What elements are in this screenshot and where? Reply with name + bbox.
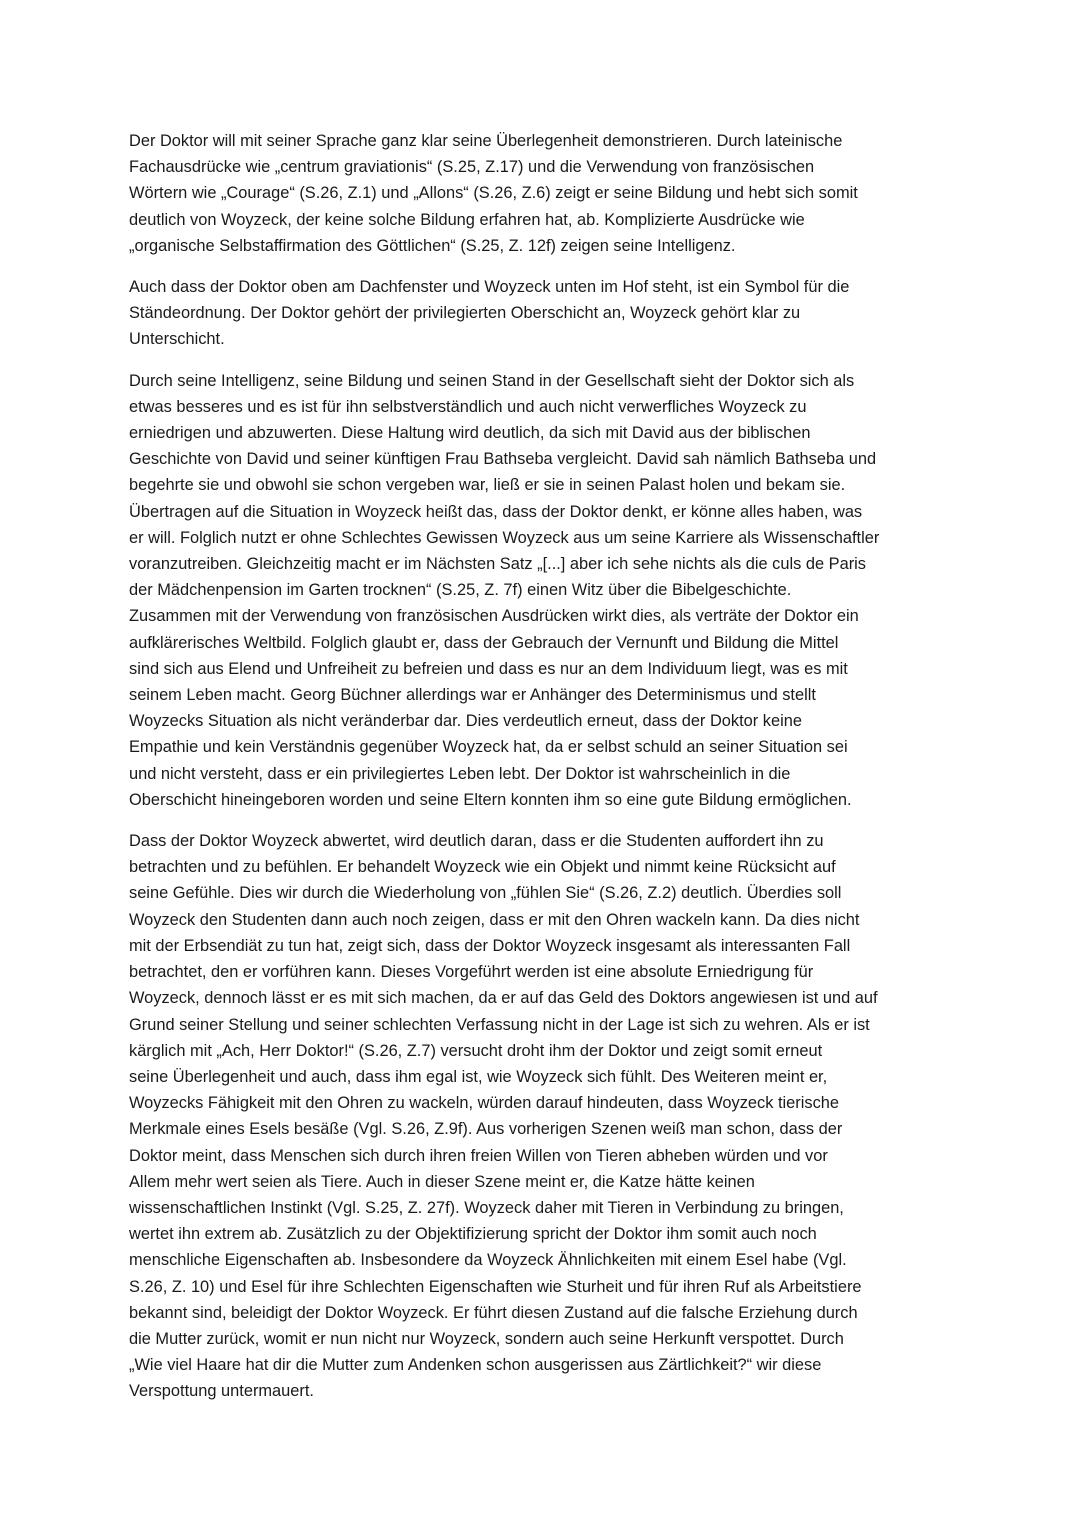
paragraph-degradation: Dass der Doktor Woyzeck abwertet, wird deutlich daran, dass er die Studenten auffordert ihn zu betrachten und zu befühlen. Er behandelt Woyzeck wie ein Objekt und nimmt keine Rücksicht auf seine Gefühle. Dies wir durch die Wiederholung von „fühlen Sie“ (S.26, Z.2) deutlich. Überdies soll Woyzeck den Studenten dann auch noch zeigen, dass er mit den Ohren wackeln kann. Da dies nicht mit der Erbsendiät zu tun hat, zeigt sich, dass der Doktor Woyzeck insgesamt als interessanten Fall betrachtet, den er vorführen kann. Dieses Vorgeführt werden ist eine absolute Erniedrigung für Woyzeck, dennoch lässt er es mit sich machen, da er auf das Geld des Doktors angewiesen ist und auf Grund seiner Stellung und seiner schlechten Verfassung nicht in der Lage ist sich zu wehren. Als er ist kärglich mit „Ach, Herr Doktor!“ (S.26, Z.7) versucht droht ihm der Doktor und zeigt somit erneut seine Überlegenheit und auch, dass ihm egal ist, wie Woyzeck sich fühlt. Des Weiteren meint er, Woyzecks Fähigkeit mit den Ohren zu wackeln, würden darauf hindeuten, dass Woyzeck tierische Merkmale eines Esels besäße (Vgl. S.26, Z.9f). Aus vorherigen Szenen weiß man schon, dass der Doktor meint, dass Menschen sich durch ihren freien Willen von Tieren abheben würden und vor Allem mehr wert seien als Tiere. Auch in dieser Szene meint er, die Katze hätte keinen wissenschaftlichen Instinkt (Vgl. S.25, Z. 27f). Woyzeck daher mit Tieren in Verbindung zu bringen, wertet ihn extrem ab. Zusätzlich zu der Objektifizierung spricht der Doktor ihm somit auch noch menschliche Eigenschaften ab. Insbesondere da Woyzeck Ähnlichkeiten mit einem Esel habe (Vgl. S.26, Z. 10) und Esel für ihre Schlechten Eigenschaften wie Sturheit und für ihren Ruf als Arbeitstiere bekannt sind, beleidigt der Doktor Woyzeck. Er führt diesen Zustand auf die falsche Erziehung durch die Mutter zurück, womit er nun nicht nur Woyzeck, sondern auch seine Herkunft verspottet. Durch „Wie viel Haare hat dir die Mutter zum Andenken schon ausgerissen aus Zärtlichkeit?“ wir diese Verspottung untermauert. — [129, 832, 878, 1401]
paragraph-social-order: Auch dass der Doktor oben am Dachfenster und Woyzeck unten im Hof steht, ist ein Symbol für die Ständeordnung. Der Doktor gehört der privilegierten Oberschicht an, Woyzeck gehört klar zu Unterschicht. — [129, 278, 850, 349]
paragraph-language: Der Doktor will mit seiner Sprache ganz klar seine Überlegenheit demonstrieren. Durch lateinische Fachausdrücke wie „centrum graviationis“ (S.25, Z.17) und die Verwendung von französischen Wörtern wie „Courage“ (S.26, Z.1) und „Allons“ (S.26, Z.6) zeigt er seine Bildung und hebt sich somit deutlich von Woyzeck, der keine solche Bildung erfahren hat, ab. Komplizierte Ausdrücke wie „organische Selbstaffirmation des Göttlichen“ (S.25, Z. 12f) zeigen seine Intelligenz. — [129, 132, 858, 255]
document-page — [129, 128, 955, 1420]
paragraph-attitude: Durch seine Intelligenz, seine Bildung und seinen Stand in der Gesellschaft sieht der Doktor sich als etwas besseres und es ist für ihn selbstverständlich und auch nicht verwerfliches Woyzeck zu erniedrigen und abzuwerten. Diese Haltung wird deutlich, da sich mit David aus der biblischen Geschichte von David und seiner künftigen Frau Bathseba vergleicht. David sah nämlich Bathseba und begehrte sie und obwohl sie schon vergeben war, ließ er sie in seinen Palast holen und bekam sie. Übertragen auf die Situation in Woyzeck heißt das, dass der Doktor denkt, er könne alles haben, was er will. Folglich nutzt er ohne Schlechtes Gewissen Woyzeck aus um seine Karriere als Wissenschaftler voranzutreiben. Gleichzeitig macht er im Nächsten Satz „[...] aber ich sehe nichts als die culs de Paris der Mädchenpension im Garten trocknen“ (S.25, Z. 7f) einen Witz über die Bibelgeschichte. Zusammen mit der Verwendung von französischen Ausdrücken wirkt dies, als verträte der Doktor ein aufklärerisches Weltbild. Folglich glaubt er, dass der Gebrauch der Vernunft und Bildung die Mittel sind sich aus Elend und Unfreiheit zu befreien und dass es nur an dem Individuum liegt, was es mit seinem Leben macht. Georg Büchner allerdings war er Anhänger des Determinismus und stellt Woyzecks Situation als nicht veränderbar dar. Dies verdeutlich erneut, dass der Doktor keine Empathie und kein Verständnis gegenüber Woyzeck hat, da er selbst schuld an seiner Situation sei und nicht versteht, dass er ein privilegiertes Leben lebt. Der Doktor ist wahrscheinlich in die Oberschicht hineingeboren worden und seine Eltern konnten ihm so eine gute Bildung ermöglichen. — [129, 371, 880, 809]
